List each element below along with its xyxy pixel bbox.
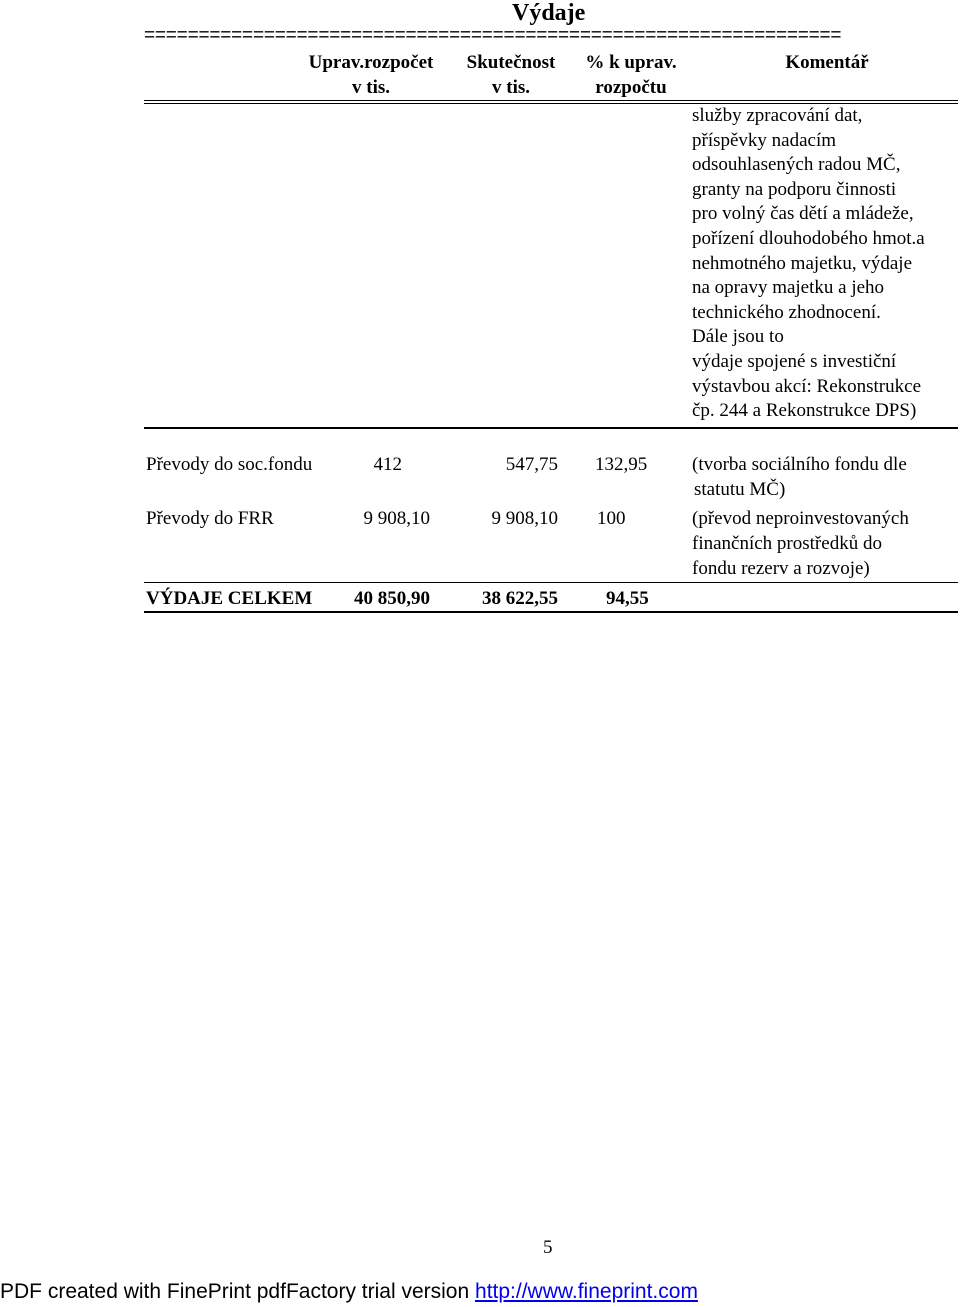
row-percent: 132,95	[595, 454, 648, 475]
row-comment-line: (převod neproinvestovaných	[692, 508, 909, 529]
row-budget: 9 908,10	[363, 508, 430, 529]
row-comment-line: fondu rezerv a rozvoje)	[692, 558, 870, 579]
footer-link[interactable]: http://www.fineprint.com	[475, 1280, 698, 1303]
comment-line: granty na podporu činnosti	[692, 178, 897, 200]
comment-line: na opravy majetku a jeho	[692, 277, 885, 299]
header-budget	[296, 50, 446, 100]
total-label: VÝDAJE CELKEM	[146, 588, 313, 609]
total-bottom-rule	[144, 611, 958, 613]
row-budget: 412	[373, 454, 402, 475]
page-title: Výdaje	[512, 0, 586, 26]
row-comment-line: statutu MČ)	[694, 479, 786, 500]
header-comment: Komentář	[785, 52, 869, 73]
pdf-footer	[0, 1279, 698, 1305]
header-actual-line2: v tis.	[492, 77, 530, 98]
comment-line: výdaje spojené s investiční	[692, 350, 897, 372]
total-budget: 40 850,90	[354, 588, 430, 609]
row-comment-line: finančních prostředků do	[692, 533, 882, 554]
comment-line: Dále jsou to	[692, 326, 784, 348]
comment-line: pro volný čas dětí a mládeže,	[692, 203, 914, 225]
row-comment-line: (tvorba sociálního fondu dle	[692, 454, 907, 475]
header-percent	[575, 50, 687, 100]
header-budget-line1: Uprav.rozpočet	[308, 52, 434, 73]
continued-comment	[692, 104, 925, 424]
comment-line: pořízení dlouhodobého hmot.a	[692, 227, 925, 249]
title-separator: ================================================================	[144, 26, 842, 46]
header-budget-line2: v tis.	[352, 77, 390, 98]
comment-line: nehmotného majetku, výdaje	[692, 252, 913, 274]
page-number: 5	[543, 1237, 553, 1258]
row-percent: 100	[597, 508, 626, 529]
row-label: Převody do FRR	[146, 508, 274, 529]
header-actual	[455, 50, 567, 100]
total-rule	[144, 582, 958, 583]
comment-line: příspěvky nadacím	[692, 129, 837, 151]
header-percent-line1: % k uprav.	[585, 52, 677, 73]
comment-line: odsouhlasených radou MČ,	[692, 154, 901, 176]
comment-line: výstavbou akcí: Rekonstrukce	[692, 375, 922, 397]
header-actual-line1: Skutečnost	[466, 52, 556, 73]
header-percent-line2: rozpočtu	[595, 77, 667, 98]
row-label: Převody do soc.fondu	[146, 454, 313, 475]
total-percent: 94,55	[606, 588, 649, 609]
row-actual: 547,75	[505, 454, 558, 475]
footer-text: PDF created with FinePrint pdfFactory trial version	[0, 1280, 476, 1303]
row-rule	[144, 427, 958, 429]
total-actual: 38 622,55	[482, 588, 558, 609]
row-actual: 9 908,10	[491, 508, 558, 529]
comment-line: technického zhodnocení.	[692, 301, 881, 323]
comment-line: čp. 244 a Rekonstrukce DPS)	[692, 400, 917, 422]
header-rule-top	[144, 100, 958, 101]
comment-line: služby zpracování dat,	[692, 105, 863, 126]
